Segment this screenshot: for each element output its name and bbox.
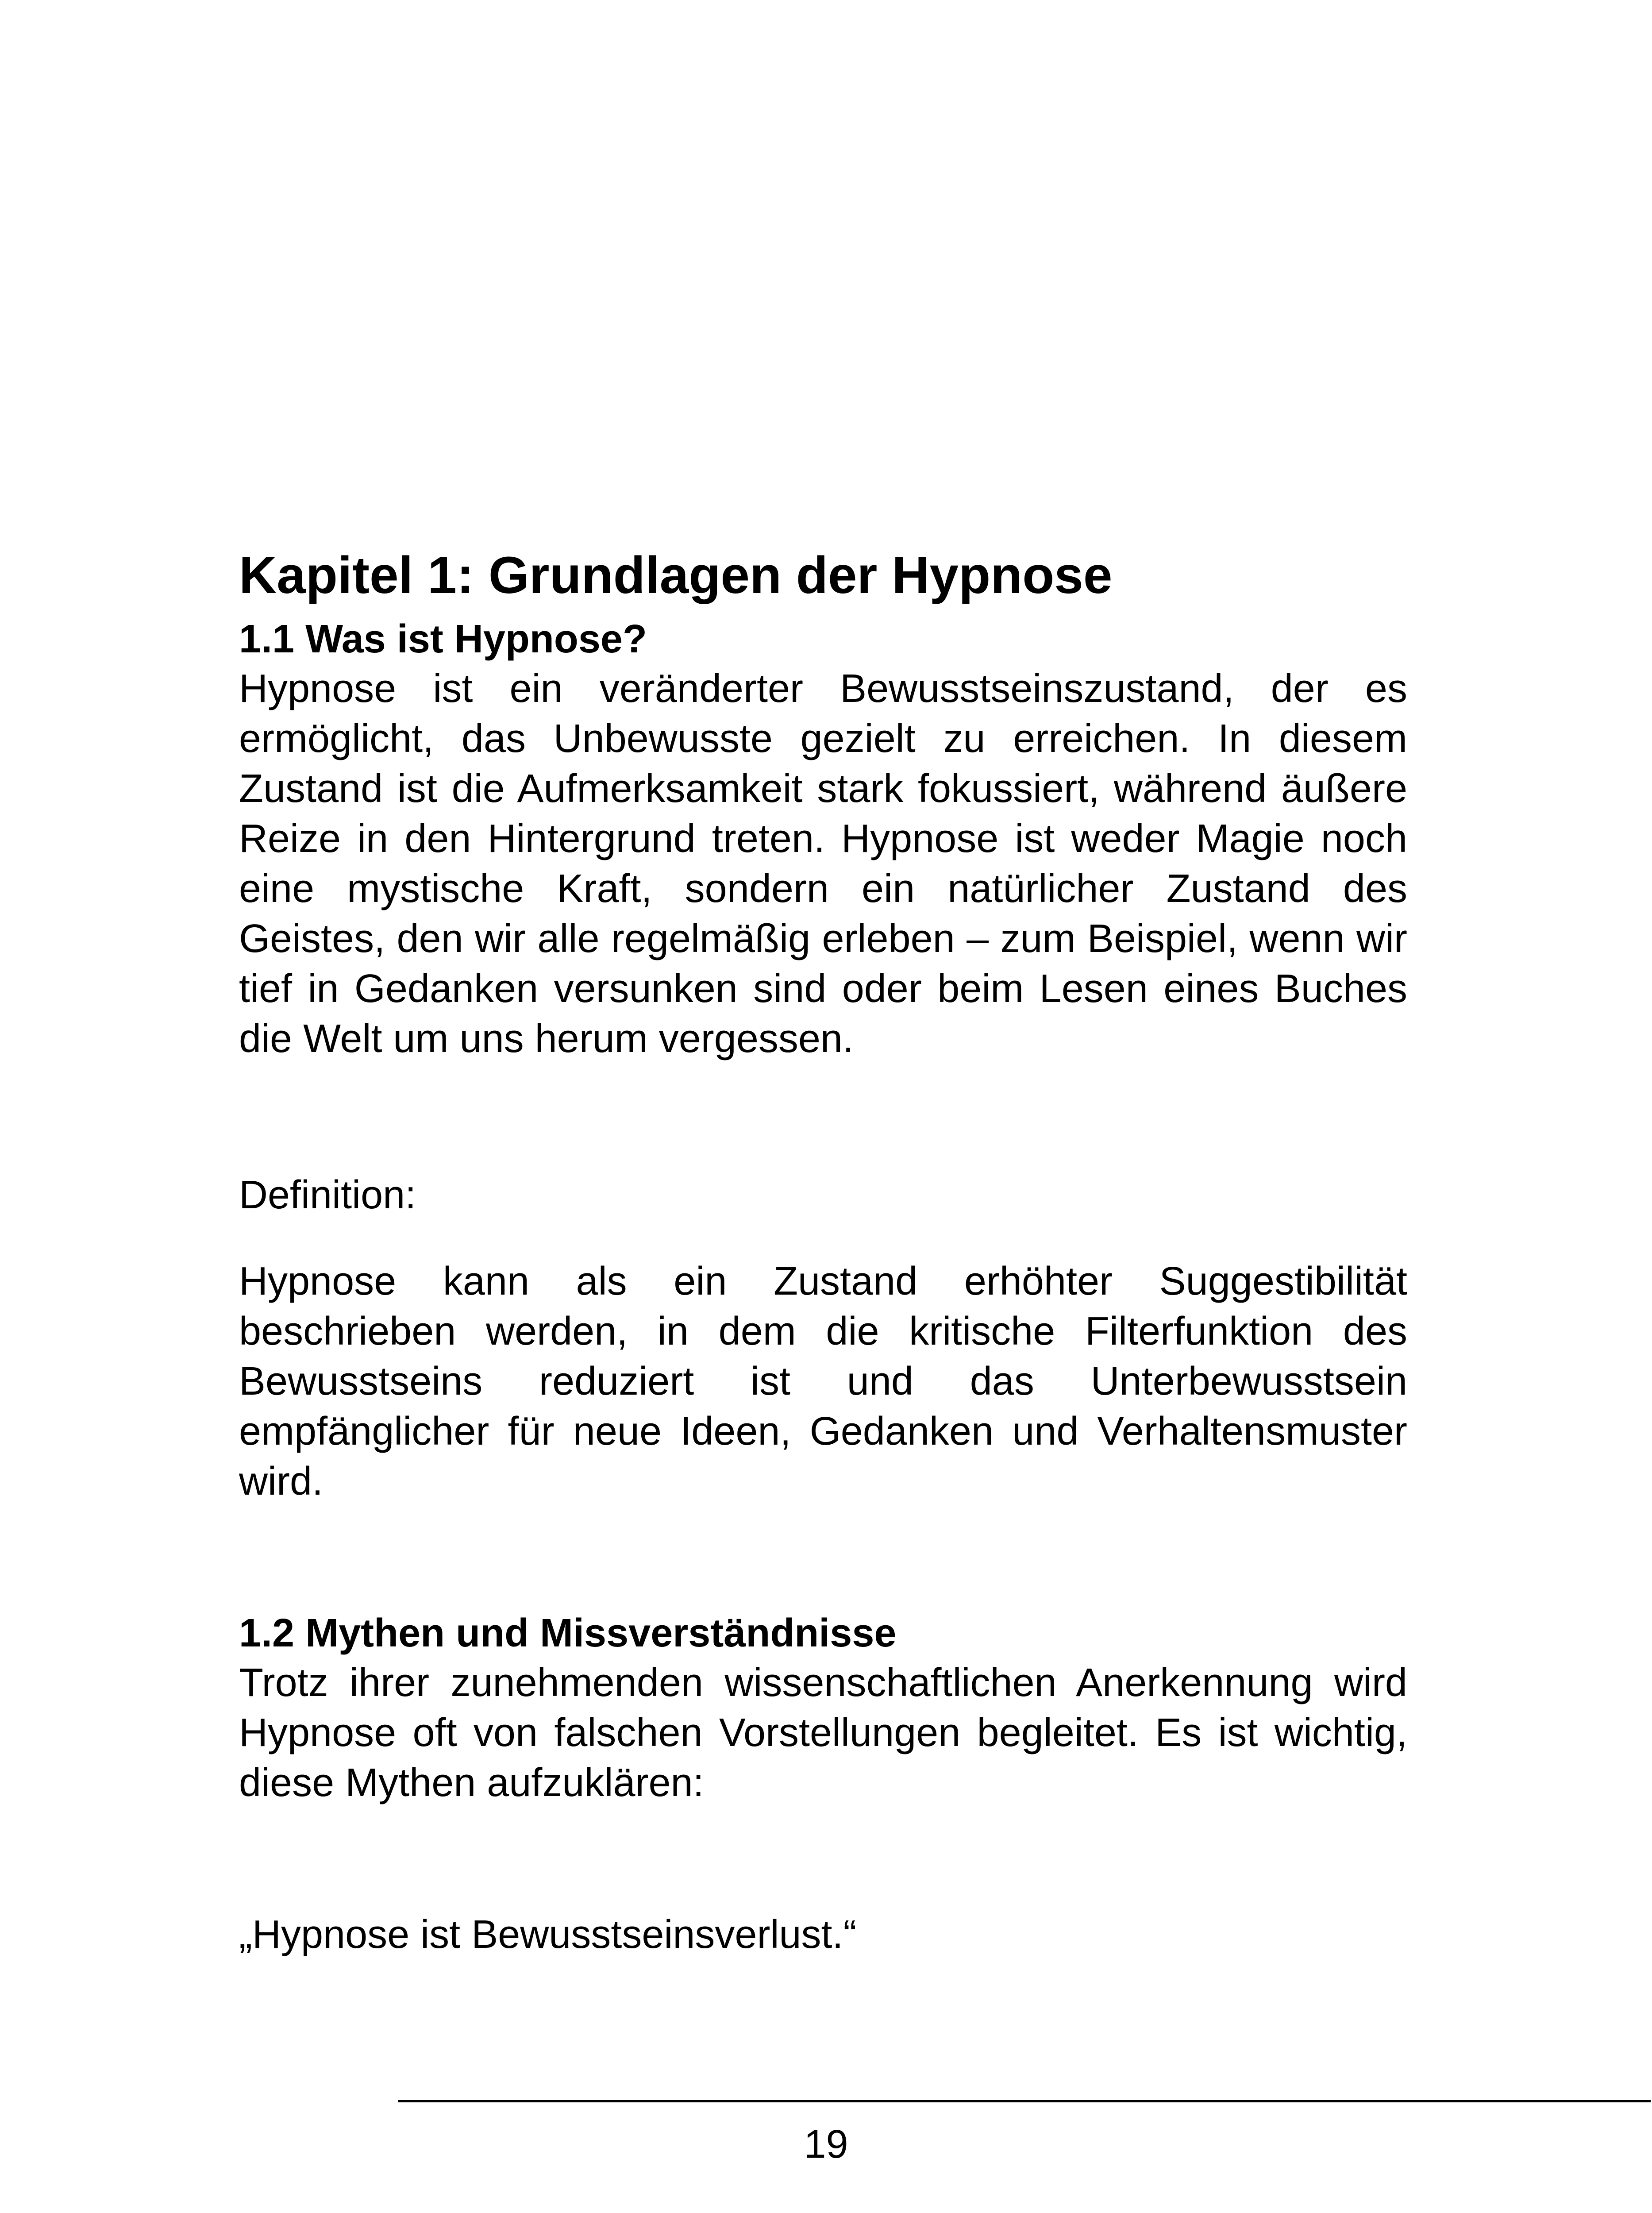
section-1-1-paragraph: Hypnose ist ein veränderter Bewusstseinszustand, der es ermöglicht, das Unbewusste gezielt zu erreichen. In diesem Zustand ist die Aufmerksamkeit stark fokussiert, während äußere Reize in den Hintergrund treten. Hypnose ist weder Magie noch eine mystische Kraft, sondern ein natürlicher Zustand des Geistes, den wir alle regelmäßig erleben – zum Beispiel, wenn wir tief in Gedanken versunken sind oder beim Lesen eines Buches die Welt um uns herum vergessen.	[239, 667, 1407, 1061]
chapter-title: Kapitel 1: Grundlagen der Hypnose	[239, 546, 1113, 605]
page-number: 19	[804, 2122, 848, 2167]
definition-label: Definition:	[239, 1173, 416, 1217]
page-content	[239, 544, 1407, 1960]
section-heading-1-1: 1.1 Was ist Hypnose?	[239, 617, 647, 661]
section-1-2-paragraph: Trotz ihrer zunehmenden wissenschaftlichen Anerkennung wird Hypnose oft von falschen Vorstellungen begleitet. Es ist wichtig, diese Mythen aufzuklären:	[239, 1661, 1407, 1805]
footer-divider	[398, 2100, 1651, 2102]
section-heading-1-2: 1.2 Mythen und Missverständnisse	[239, 1611, 897, 1655]
myth-quote: „Hypnose ist Bewusstseinsverlust.“	[239, 1912, 857, 1957]
definition-text: Hypnose kann als ein Zustand erhöhter Suggestibilität beschrieben werden, in dem die kritische Filterfunktion des Bewusstseins reduziert ist und das Unterbewusstsein empfänglicher für neue Ideen, Gedanken und Verhaltensmuster wird.	[239, 1259, 1407, 1504]
